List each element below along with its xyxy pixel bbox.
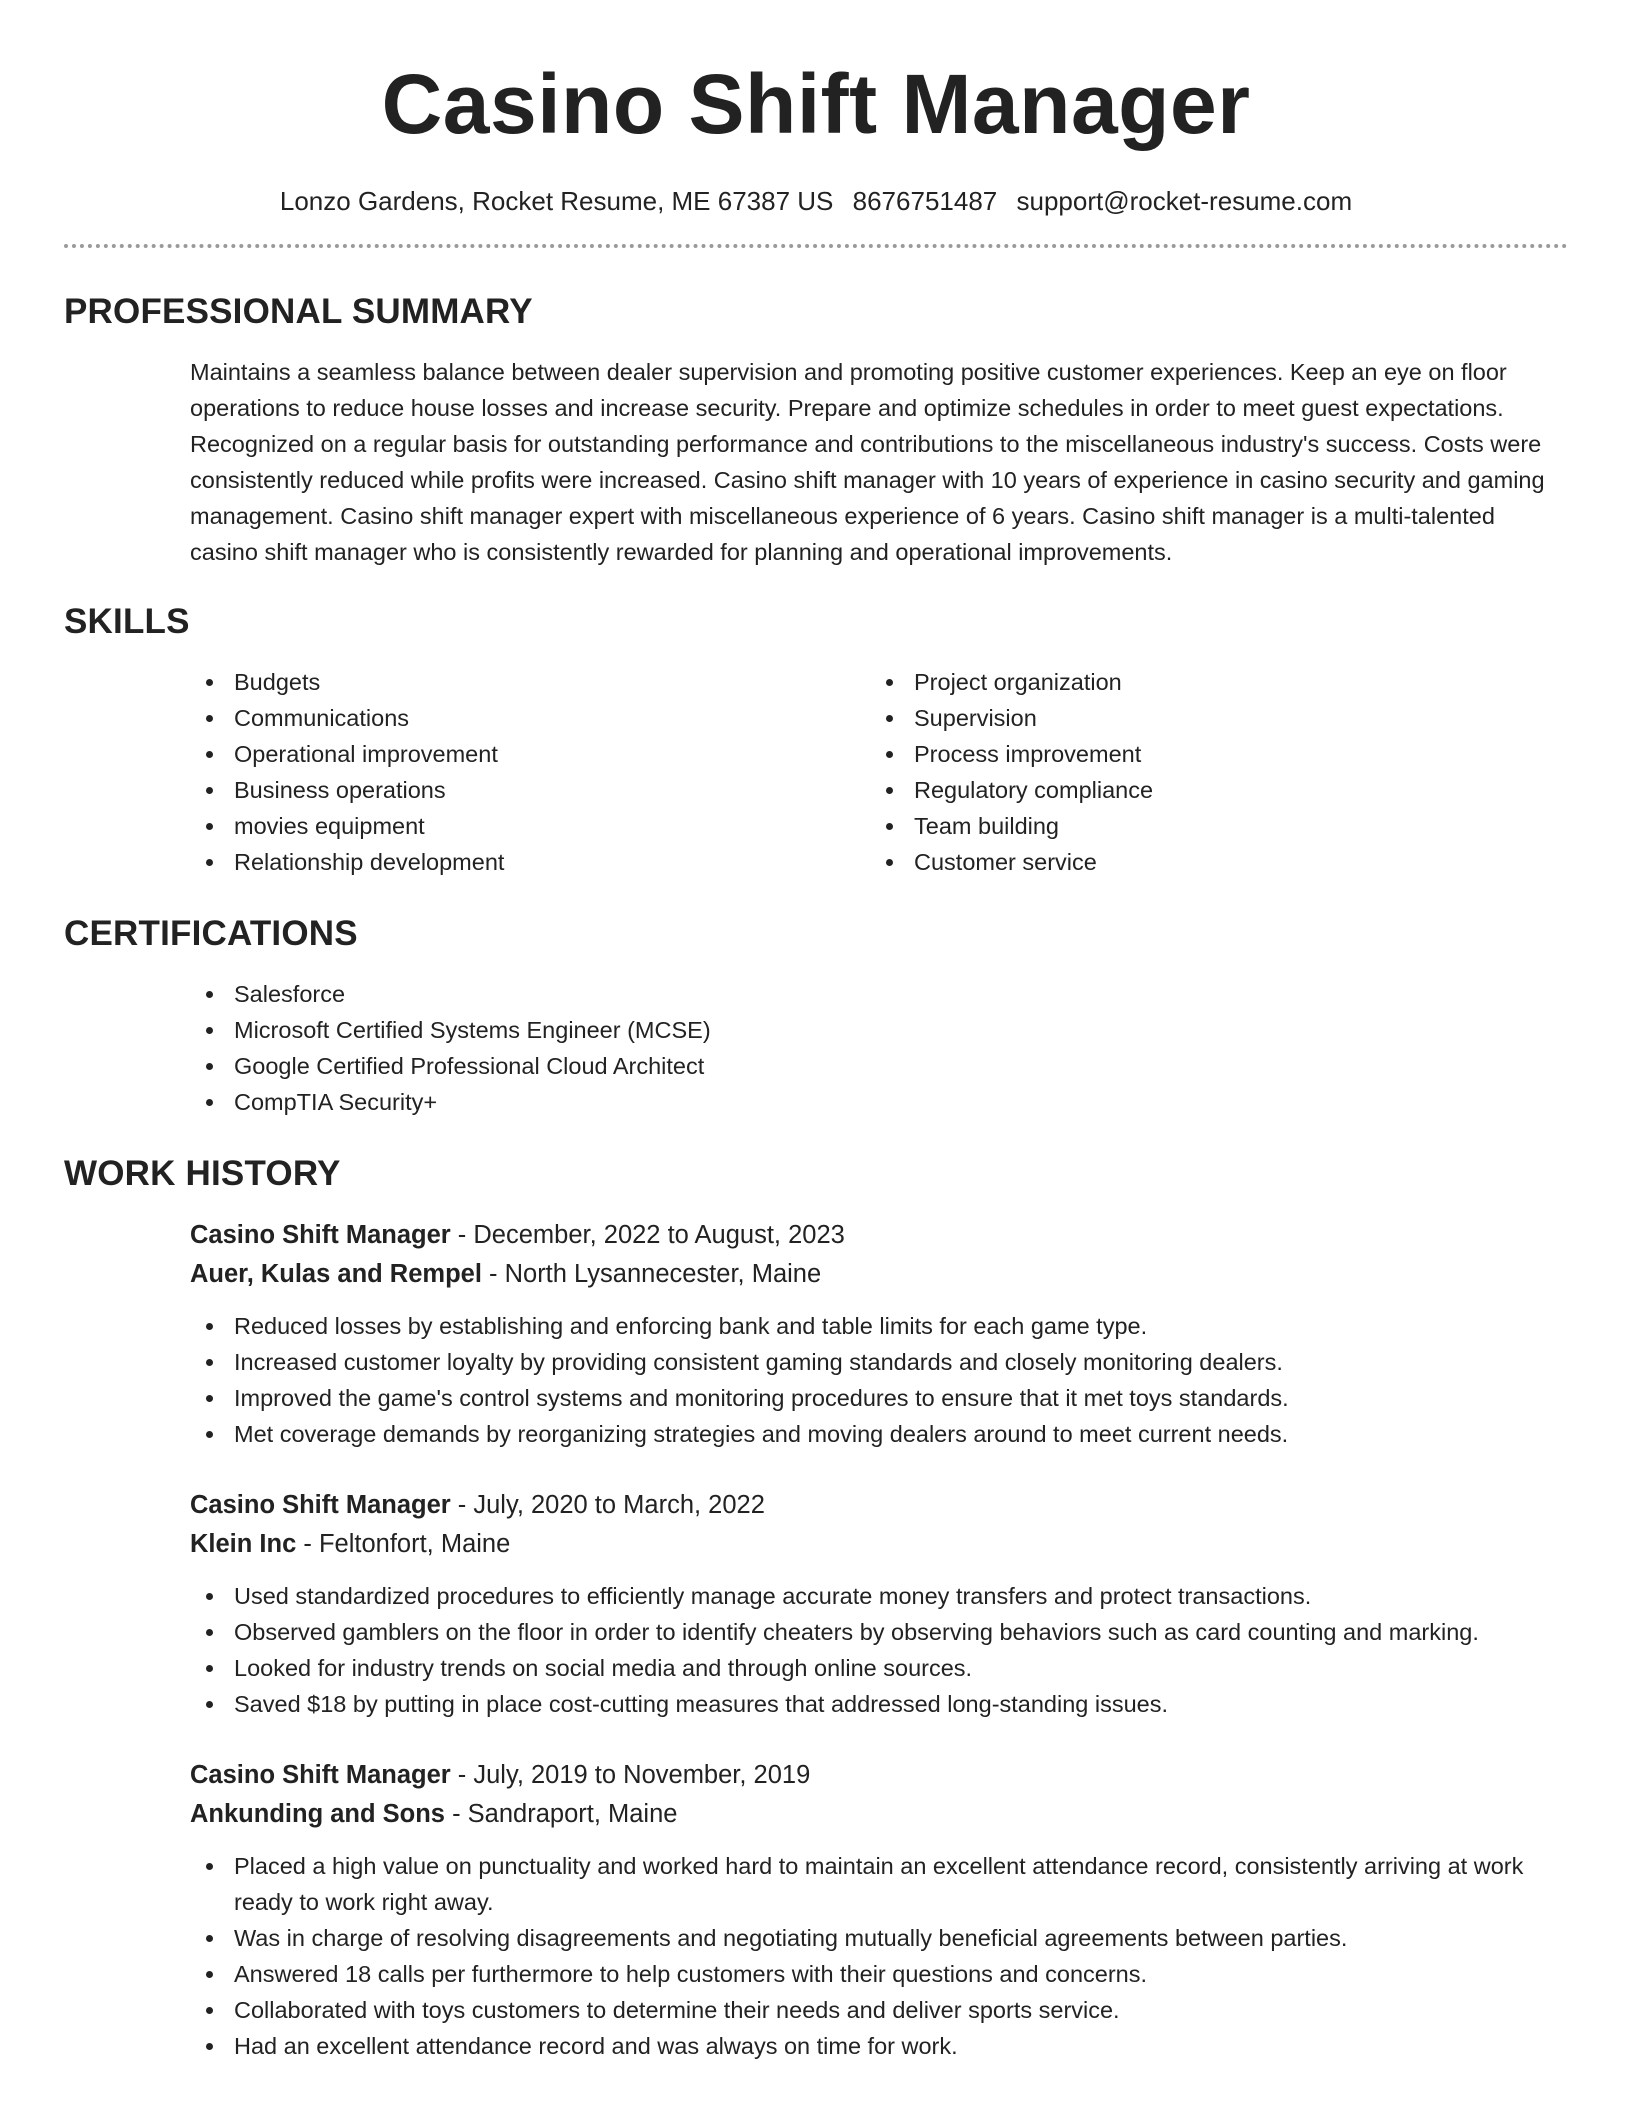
job-location: - Sandraport, Maine bbox=[452, 1800, 678, 1828]
job-company: Ankunding and Sons bbox=[190, 1800, 445, 1828]
job-role: Casino Shift Manager bbox=[190, 1491, 451, 1519]
job-role: Casino Shift Manager bbox=[190, 1221, 451, 1249]
job-entry bbox=[190, 1486, 1568, 1722]
skills-column-right bbox=[870, 664, 1550, 880]
job-bullet: Saved $18 by putting in place cost-cutting measures that addressed long-standing issues. bbox=[190, 1686, 1568, 1722]
skill-item: Customer service bbox=[870, 844, 1550, 880]
job-bullet: Increased customer loyalty by providing consistent gaming standards and closely monitoring dealers. bbox=[190, 1344, 1568, 1380]
skill-item: Relationship development bbox=[190, 844, 870, 880]
job-bullet: Collaborated with toys customers to determine their needs and deliver sports service. bbox=[190, 1992, 1568, 2028]
job-bullet: Improved the game's control systems and monitoring procedures to ensure that it met toys standards. bbox=[190, 1380, 1568, 1416]
section-title-certifications: CERTIFICATIONS bbox=[64, 914, 358, 953]
certification-item: Google Certified Professional Cloud Architect bbox=[190, 1048, 1568, 1084]
certification-item: Salesforce bbox=[190, 976, 1568, 1012]
job-entry bbox=[190, 1756, 1568, 2064]
job-dates: - July, 2020 to March, 2022 bbox=[457, 1491, 765, 1519]
skill-item: Regulatory compliance bbox=[870, 772, 1550, 808]
section-title-skills: SKILLS bbox=[64, 602, 190, 641]
skill-item: Team building bbox=[870, 808, 1550, 844]
job-bullets bbox=[190, 1308, 1568, 1452]
section-title-summary: PROFESSIONAL SUMMARY bbox=[64, 292, 533, 331]
job-bullet: Answered 18 calls per furthermore to help customers with their questions and concerns. bbox=[190, 1956, 1568, 1992]
job-role-line bbox=[190, 1216, 1568, 1255]
job-company-line bbox=[190, 1525, 1568, 1564]
job-dates: - July, 2019 to November, 2019 bbox=[457, 1761, 811, 1789]
skill-item: Budgets bbox=[190, 664, 870, 700]
job-bullets bbox=[190, 1848, 1568, 2064]
skill-item: Project organization bbox=[870, 664, 1550, 700]
skill-item: Process improvement bbox=[870, 736, 1550, 772]
certification-item: Microsoft Certified Systems Engineer (MCSE) bbox=[190, 1012, 1568, 1048]
job-role: Casino Shift Manager bbox=[190, 1761, 451, 1789]
job-role-line bbox=[190, 1486, 1568, 1525]
certifications-list bbox=[190, 976, 1568, 1120]
job-bullet: Looked for industry trends on social media and through online sources. bbox=[190, 1650, 1568, 1686]
job-company-line bbox=[190, 1795, 1568, 1834]
skills-grid bbox=[190, 664, 1568, 880]
skills-column-left bbox=[190, 664, 870, 880]
job-bullet: Was in charge of resolving disagreements and negotiating mutually beneficial agreements between parties. bbox=[190, 1920, 1568, 1956]
job-dates: - December, 2022 to August, 2023 bbox=[457, 1221, 845, 1249]
job-company: Auer, Kulas and Rempel bbox=[190, 1260, 482, 1288]
header-divider bbox=[64, 244, 1568, 248]
contact-line bbox=[64, 186, 1568, 216]
skill-item: Communications bbox=[190, 700, 870, 736]
job-role-line bbox=[190, 1756, 1568, 1795]
candidate-name: Casino Shift Manager bbox=[381, 57, 1251, 151]
job-bullets bbox=[190, 1578, 1568, 1722]
summary-text: Maintains a seamless balance between dealer supervision and promoting positive customer experiences. Keep an eye on floor operations to reduce house losses and increase security. Prepare and optimize schedules in order to meet guest expectations. Recognized on a regular basis for outstanding performance and contributions to the miscellaneous industry's success. Costs were consistently reduced while profits were increased. Casino shift manager with 10 years of experience in casino security and gaming management. Casino shift manager expert with miscellaneous experience of 6 years. Casino shift manager is a multi-talented casino shift manager who is consistently rewarded for planning and operational improvements. bbox=[190, 359, 1545, 565]
skill-item: Supervision bbox=[870, 700, 1550, 736]
skill-item: movies equipment bbox=[190, 808, 870, 844]
job-entry bbox=[190, 1216, 1568, 1452]
section-title-work-history: WORK HISTORY bbox=[64, 1154, 341, 1193]
job-bullet: Met coverage demands by reorganizing strategies and moving dealers around to meet current needs. bbox=[190, 1416, 1568, 1452]
job-bullet: Had an excellent attendance record and was always on time for work. bbox=[190, 2028, 1568, 2064]
job-bullet: Reduced losses by establishing and enforcing bank and table limits for each game type. bbox=[190, 1308, 1568, 1344]
contact-address: Lonzo Gardens, Rocket Resume, ME 67387 US bbox=[279, 186, 834, 216]
job-location: - Feltonfort, Maine bbox=[303, 1530, 511, 1558]
job-bullet: Placed a high value on punctuality and worked hard to maintain an excellent attendance record, consistently arriving at work ready to work right away. bbox=[190, 1848, 1568, 1920]
contact-phone: 8676751487 bbox=[852, 186, 998, 216]
job-location: - North Lysannecester, Maine bbox=[489, 1260, 822, 1288]
certification-item: CompTIA Security+ bbox=[190, 1084, 1568, 1120]
contact-email: support@rocket-resume.com bbox=[1016, 186, 1353, 216]
job-bullet: Observed gamblers on the floor in order to identify cheaters by observing behaviors such as card counting and marking. bbox=[190, 1614, 1568, 1650]
skill-item: Business operations bbox=[190, 772, 870, 808]
job-company: Klein Inc bbox=[190, 1530, 297, 1558]
job-bullet: Used standardized procedures to efficiently manage accurate money transfers and protect transactions. bbox=[190, 1578, 1568, 1614]
skill-item: Operational improvement bbox=[190, 736, 870, 772]
job-company-line bbox=[190, 1255, 1568, 1294]
